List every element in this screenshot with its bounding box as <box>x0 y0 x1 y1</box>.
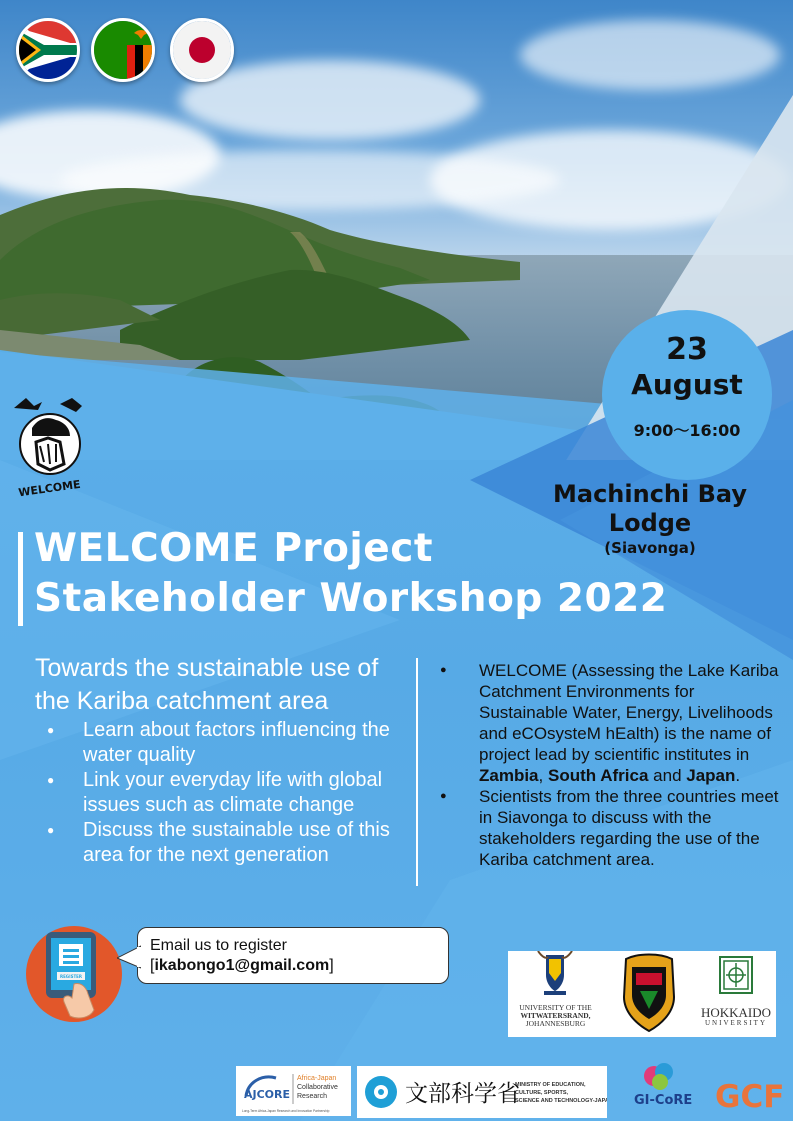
event-day: 23 <box>666 332 708 367</box>
register-email[interactable]: ikabongo1@gmail.com <box>154 957 330 974</box>
event-month: August <box>631 368 743 401</box>
logo-text: WELCOME <box>17 477 82 500</box>
welcome-logo <box>8 392 92 502</box>
bubble-tail <box>117 944 141 974</box>
register-icon <box>24 924 124 1024</box>
mext-japanese: 文部科学省 <box>405 1081 520 1107</box>
gicore-logo <box>630 1060 712 1116</box>
svg-text:Long-Term Africa-Japan Researc: Long-Term Africa-Japan Research and Innovation Partnership <box>242 1109 330 1113</box>
university-logos <box>508 951 776 1037</box>
ajcore-logo <box>236 1066 351 1116</box>
gicore-name: GI-CoRE <box>634 1093 693 1108</box>
register-label: REGISTER <box>59 974 83 979</box>
venue-location: (Siavonga) <box>604 539 696 557</box>
mext-emblem-icon <box>365 1076 397 1108</box>
wits-name: UNIVERSITY OF THE WITWATERSRAND, JOHANNESBURG <box>519 1003 592 1028</box>
page-title <box>34 524 754 624</box>
goals-list <box>47 718 397 868</box>
hokkaido-crest-icon <box>696 951 776 1001</box>
event-time: 9:00〜16:00 <box>633 421 741 440</box>
country-zambia: Zambia <box>479 766 539 785</box>
unza-crest-icon <box>608 951 690 1037</box>
wits-crest-icon <box>508 951 603 999</box>
svg-text:SCIENCE AND TECHNOLOGY-JAPAN: SCIENCE AND TECHNOLOGY-JAPAN <box>515 1098 607 1104</box>
country-japan: Japan <box>686 766 736 785</box>
date-badge <box>602 310 772 480</box>
gcf-name: GCF <box>715 1079 785 1114</box>
list-item: ● Discuss the sustainable use of this area for the next generation <box>47 818 397 868</box>
japan-flag-icon <box>170 18 234 82</box>
list-item: ● WELCOME (Assessing the Lake Kariba Catchment Environments for Sustainable Water, Energy, Livelihoods and eCOsysteM hEalth) is the name of project lead by scientific institutes in Zambia, South Africa and Japan. <box>440 660 780 786</box>
unza-logo <box>608 951 690 1037</box>
svg-text:Research: Research <box>297 1093 327 1100</box>
svg-text:CULTURE, SPORTS,: CULTURE, SPORTS, <box>515 1090 569 1096</box>
column-divider <box>416 658 418 886</box>
hokkaido-name: HOKKAIDO <box>700 1005 772 1020</box>
svg-text:Collaborative: Collaborative <box>297 1084 338 1091</box>
list-item: ● Link your everyday life with global issues such as climate change <box>47 768 397 818</box>
register-text: Email us to register <box>150 937 287 954</box>
svg-text:MINISTRY OF EDUCATION,: MINISTRY OF EDUCATION, <box>515 1082 586 1088</box>
title-line-1: WELCOME Project <box>34 526 434 571</box>
ajcore-short: AJCORE <box>244 1088 291 1101</box>
wits-logo <box>508 951 603 1037</box>
country-south-africa: South Africa <box>548 766 649 785</box>
south-africa-flag-icon <box>16 18 80 82</box>
venue-name: Machinchi Bay Lodge <box>553 480 747 537</box>
title-line-2: Stakeholder Workshop 2022 <box>34 576 668 621</box>
project-info-list <box>440 660 780 870</box>
zambia-flag-icon <box>91 18 155 82</box>
list-item: ● Scientists from the three countries meet in Siavonga to discuss with the stakeholders regarding the use of the Kariba catchment area. <box>440 786 780 870</box>
hokkaido-sub: UNIVERSITY <box>705 1019 767 1027</box>
list-item: ● Learn about factors influencing the water quality <box>47 718 397 768</box>
svg-text:Africa-Japan: Africa-Japan <box>297 1075 337 1082</box>
tagline: Towards the sustainable use of the Kariba catchment area <box>35 654 379 715</box>
register-callout <box>137 927 449 984</box>
title-accent-bar <box>18 532 23 626</box>
hokkaido-logo <box>696 951 776 1037</box>
register-email-line: [ikabongo1@gmail.com] <box>150 957 334 974</box>
mext-logo <box>357 1066 607 1118</box>
gcf-logo <box>714 1074 793 1114</box>
